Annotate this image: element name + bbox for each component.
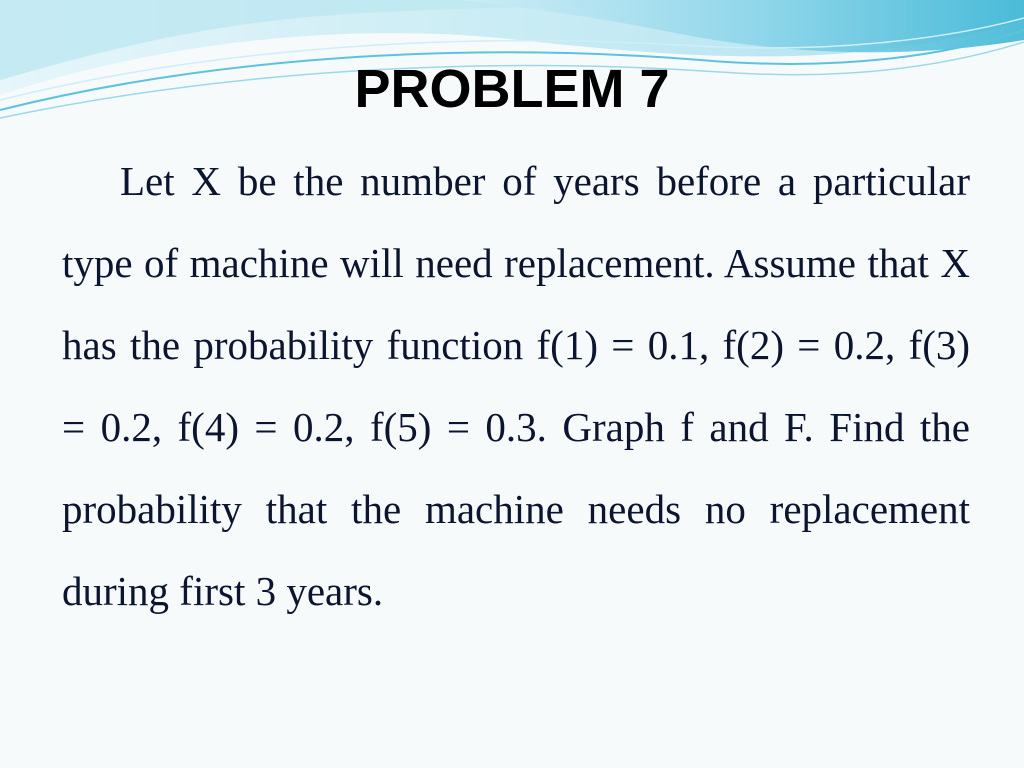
slide-title: PROBLEM 7 [354,59,670,119]
slide-body-paragraph [62,140,970,632]
paragraph-text: Let X be the number of years before a particular type of machine will need replacement. Assume that X has the probability function f(1) = 0.1, f(2) = 0.2, f(3) = 0.2, f(4) = 0.2, f(5) = 0.3. Graph f and F. Find the probability that the machine needs no replacement during first 3 years. [62,158,970,614]
